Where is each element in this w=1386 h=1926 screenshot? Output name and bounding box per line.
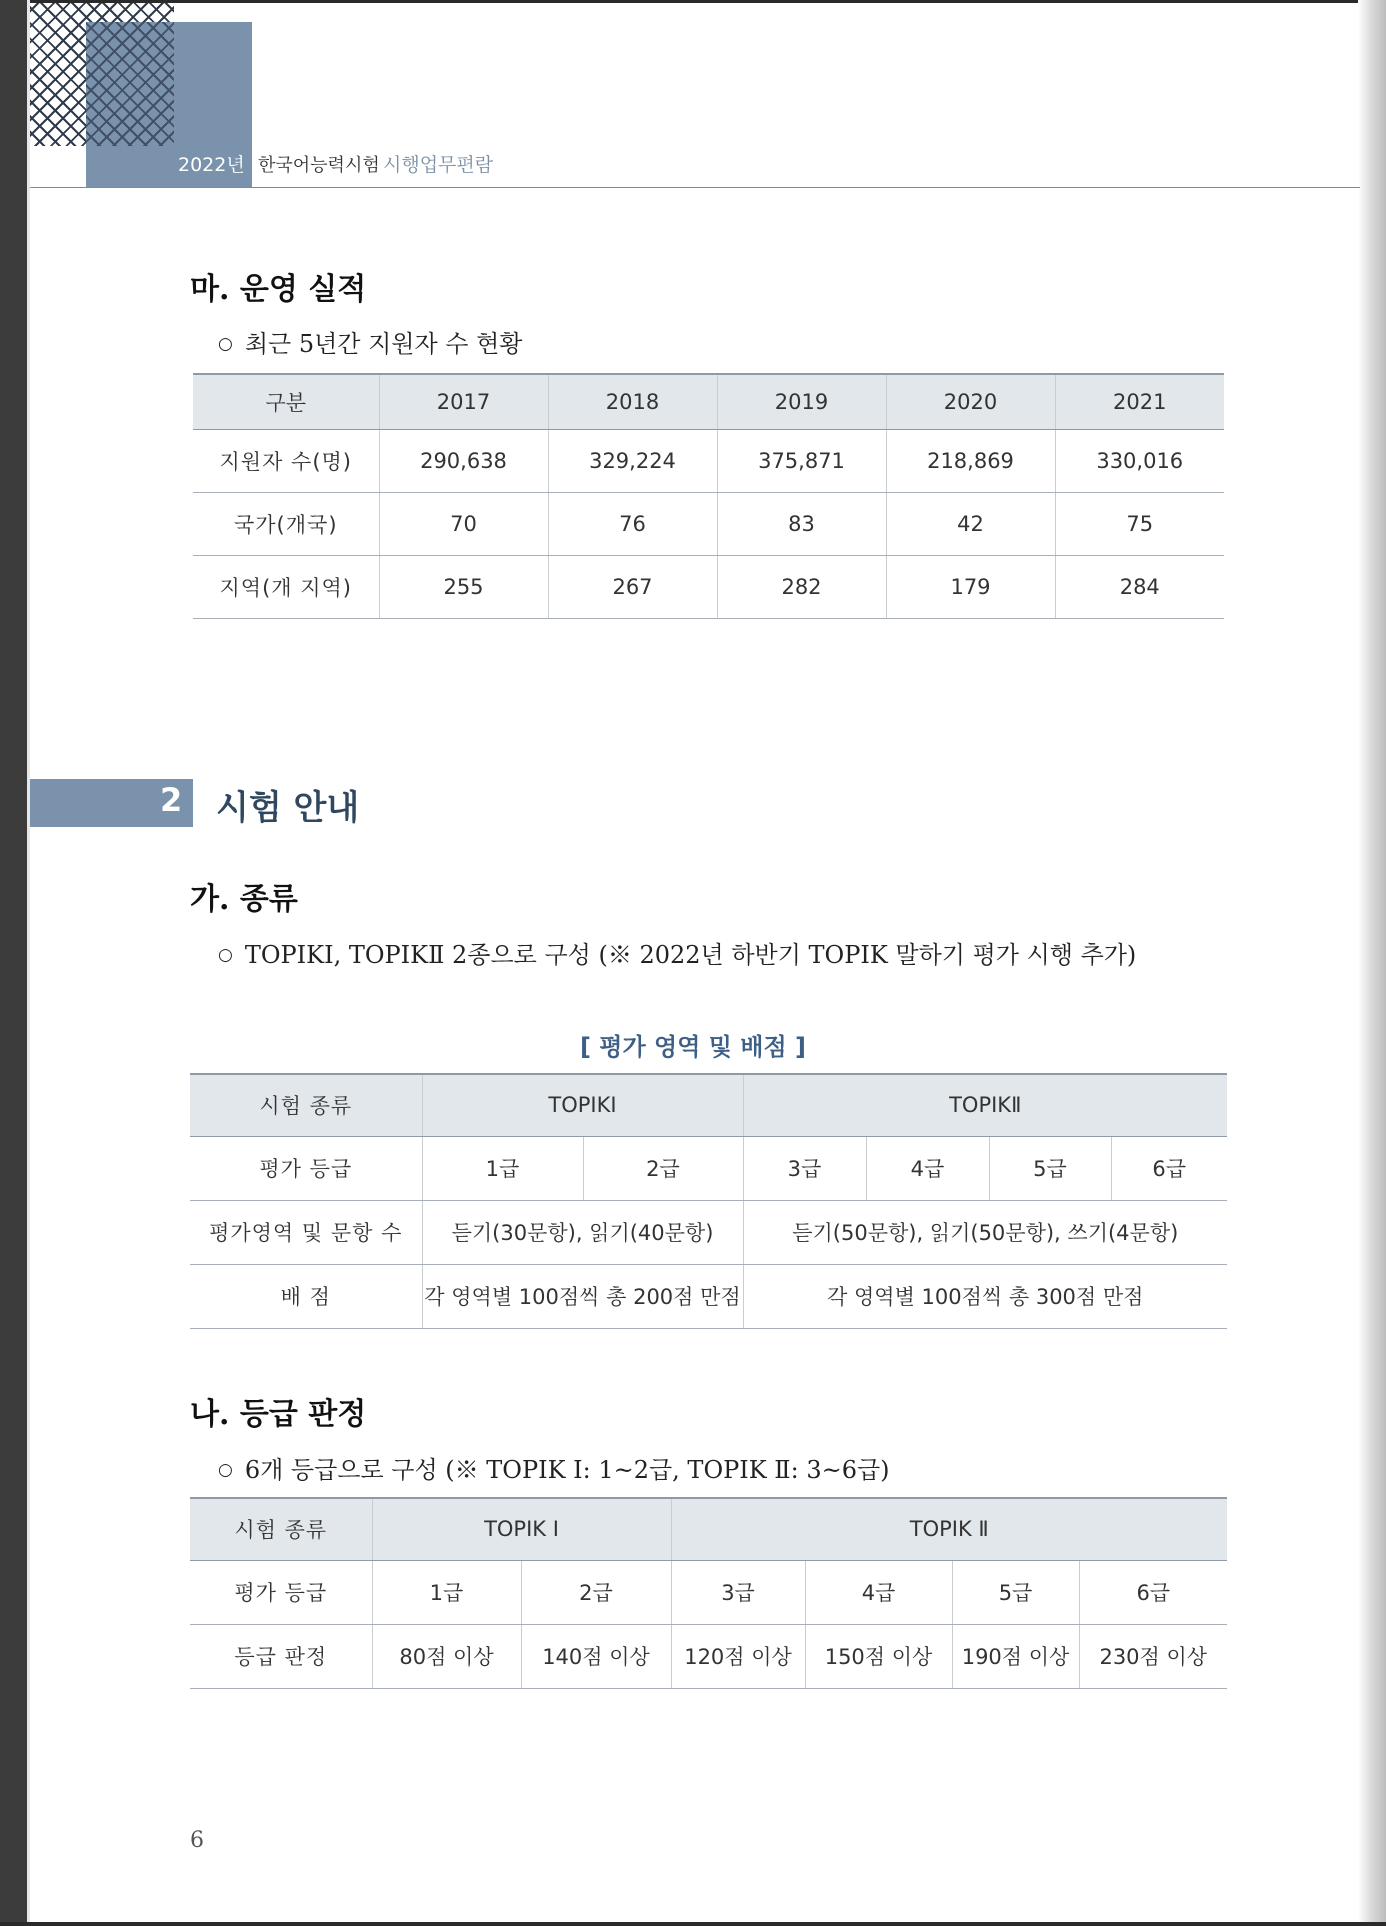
row-label: 지원자 수(명) [193,429,379,492]
table-row [193,555,1224,618]
row-label: 지역(개 지역) [193,555,379,618]
table-cell: 각 영역별 100점씩 총 300점 만점 [743,1264,1227,1328]
table-header-cell: TOPIKⅡ [743,1074,1227,1136]
table-header-cell: 시험 종류 [190,1074,422,1136]
table-cell: 230점 이상 [1079,1624,1227,1688]
grade-table [190,1497,1227,1689]
table-row [190,1200,1227,1264]
row-label: 평가 등급 [190,1136,422,1200]
table-cell: 3급 [671,1560,805,1624]
table-cell: 330,016 [1055,429,1224,492]
bullet-circle-icon: ○ [218,334,233,354]
table-caption: [ 평가 영역 및 배점 ] [579,1033,806,1061]
row-label: 국가(개국) [193,492,379,555]
table-cell: 290,638 [379,429,548,492]
table-cell: 5급 [952,1560,1079,1624]
table-header-cell: 2021 [1055,374,1224,429]
row-label: 배 점 [190,1264,422,1328]
table-header-cell: 2020 [886,374,1055,429]
applicants-table [193,373,1224,619]
table-cell: 4급 [805,1560,952,1624]
bullet-circle-icon: ○ [218,945,233,965]
table-header-cell: 구분 [193,374,379,429]
table-cell: 75 [1055,492,1224,555]
table-cell: 듣기(30문항), 읽기(40문항) [422,1200,743,1264]
section-ga-title: 가. 종류 [190,882,298,917]
table-row [193,492,1224,555]
table-header-cell: 2017 [379,374,548,429]
table-cell: 42 [886,492,1055,555]
page-edge-right [1358,0,1386,1926]
table-cell: 329,224 [548,429,717,492]
table-cell: 120점 이상 [671,1624,805,1688]
row-label: 등급 판정 [190,1624,372,1688]
bullet-circle-icon: ○ [218,1460,233,1480]
section-number: 2 [160,781,183,819]
table-cell: 1급 [422,1136,583,1200]
table-row [190,1264,1227,1328]
table-cell: 76 [548,492,717,555]
section-ma-title: 마. 운영 실적 [190,272,367,307]
table-row [190,1136,1227,1200]
table-row [193,429,1224,492]
table-cell: 83 [717,492,886,555]
table-cell: 190점 이상 [952,1624,1079,1688]
table-header-row [193,374,1224,429]
table-header-row [190,1498,1227,1560]
table-header-cell: TOPIKⅠ [422,1074,743,1136]
section-na-bullet-text: 6개 등급으로 구성 (※ TOPIK Ⅰ: 1~2급, TOPIK Ⅱ: 3~6급) [244,1456,890,1484]
row-label: 평가 등급 [190,1560,372,1624]
table-cell: 80점 이상 [372,1624,521,1688]
table-cell: 6급 [1079,1560,1227,1624]
table-cell: 140점 이상 [521,1624,671,1688]
page-edge-bottom [0,1922,1386,1926]
table-cell: 70 [379,492,548,555]
page-edge-top [0,0,1386,3]
table-header-row [190,1074,1227,1136]
section-title: 시험 안내 [216,788,360,828]
table-header-cell: 시험 종류 [190,1498,372,1560]
table-cell: 각 영역별 100점씩 총 200점 만점 [422,1264,743,1328]
table-row [190,1560,1227,1624]
table-cell: 4급 [866,1136,989,1200]
header-title-sub: 시행업무편람 [383,154,494,176]
header-year: 2022년 [178,154,245,176]
table-header-cell: TOPIK Ⅰ [372,1498,671,1560]
table-cell: 267 [548,555,717,618]
section-ga-bullet [218,935,1136,970]
table-header-cell: 2019 [717,374,886,429]
table-header-cell: 2018 [548,374,717,429]
table-cell: 255 [379,555,548,618]
section-ga-bullet-text: TOPIKⅠ, TOPIKⅡ 2종으로 구성 (※ 2022년 하반기 TOPIK 말하기 평가 시행 추가) [244,941,1137,969]
table-cell: 2급 [521,1560,671,1624]
table-cell: 150점 이상 [805,1624,952,1688]
table-header-cell: TOPIK Ⅱ [671,1498,1227,1560]
table-row [190,1624,1227,1688]
table-cell: 2급 [583,1136,743,1200]
section-ma-bullet [218,324,522,359]
table-cell: 6급 [1111,1136,1227,1200]
header-title-main: 한국어능력시험 [258,155,380,176]
table-cell: 218,869 [886,429,1055,492]
table-cell: 5급 [989,1136,1111,1200]
table-cell: 284 [1055,555,1224,618]
header-rule [30,187,1360,188]
table-cell: 179 [886,555,1055,618]
page-number: 6 [190,1828,204,1853]
section-na-bullet [218,1450,890,1485]
header-lattice-overlay [86,22,174,146]
table-cell: 듣기(50문항), 읽기(50문항), 쓰기(4문항) [743,1200,1227,1264]
page-edge-left [0,0,30,1926]
table-cell: 375,871 [717,429,886,492]
row-label: 평가영역 및 문항 수 [190,1200,422,1264]
page-edge-left-inner [27,0,30,1926]
table-cell: 3급 [743,1136,866,1200]
section-na-title: 나. 등급 판정 [190,1397,367,1432]
section-ma-bullet-text: 최근 5년간 지원자 수 현황 [244,330,523,358]
evaluation-table [190,1073,1227,1329]
table-cell: 1급 [372,1560,521,1624]
table-cell: 282 [717,555,886,618]
